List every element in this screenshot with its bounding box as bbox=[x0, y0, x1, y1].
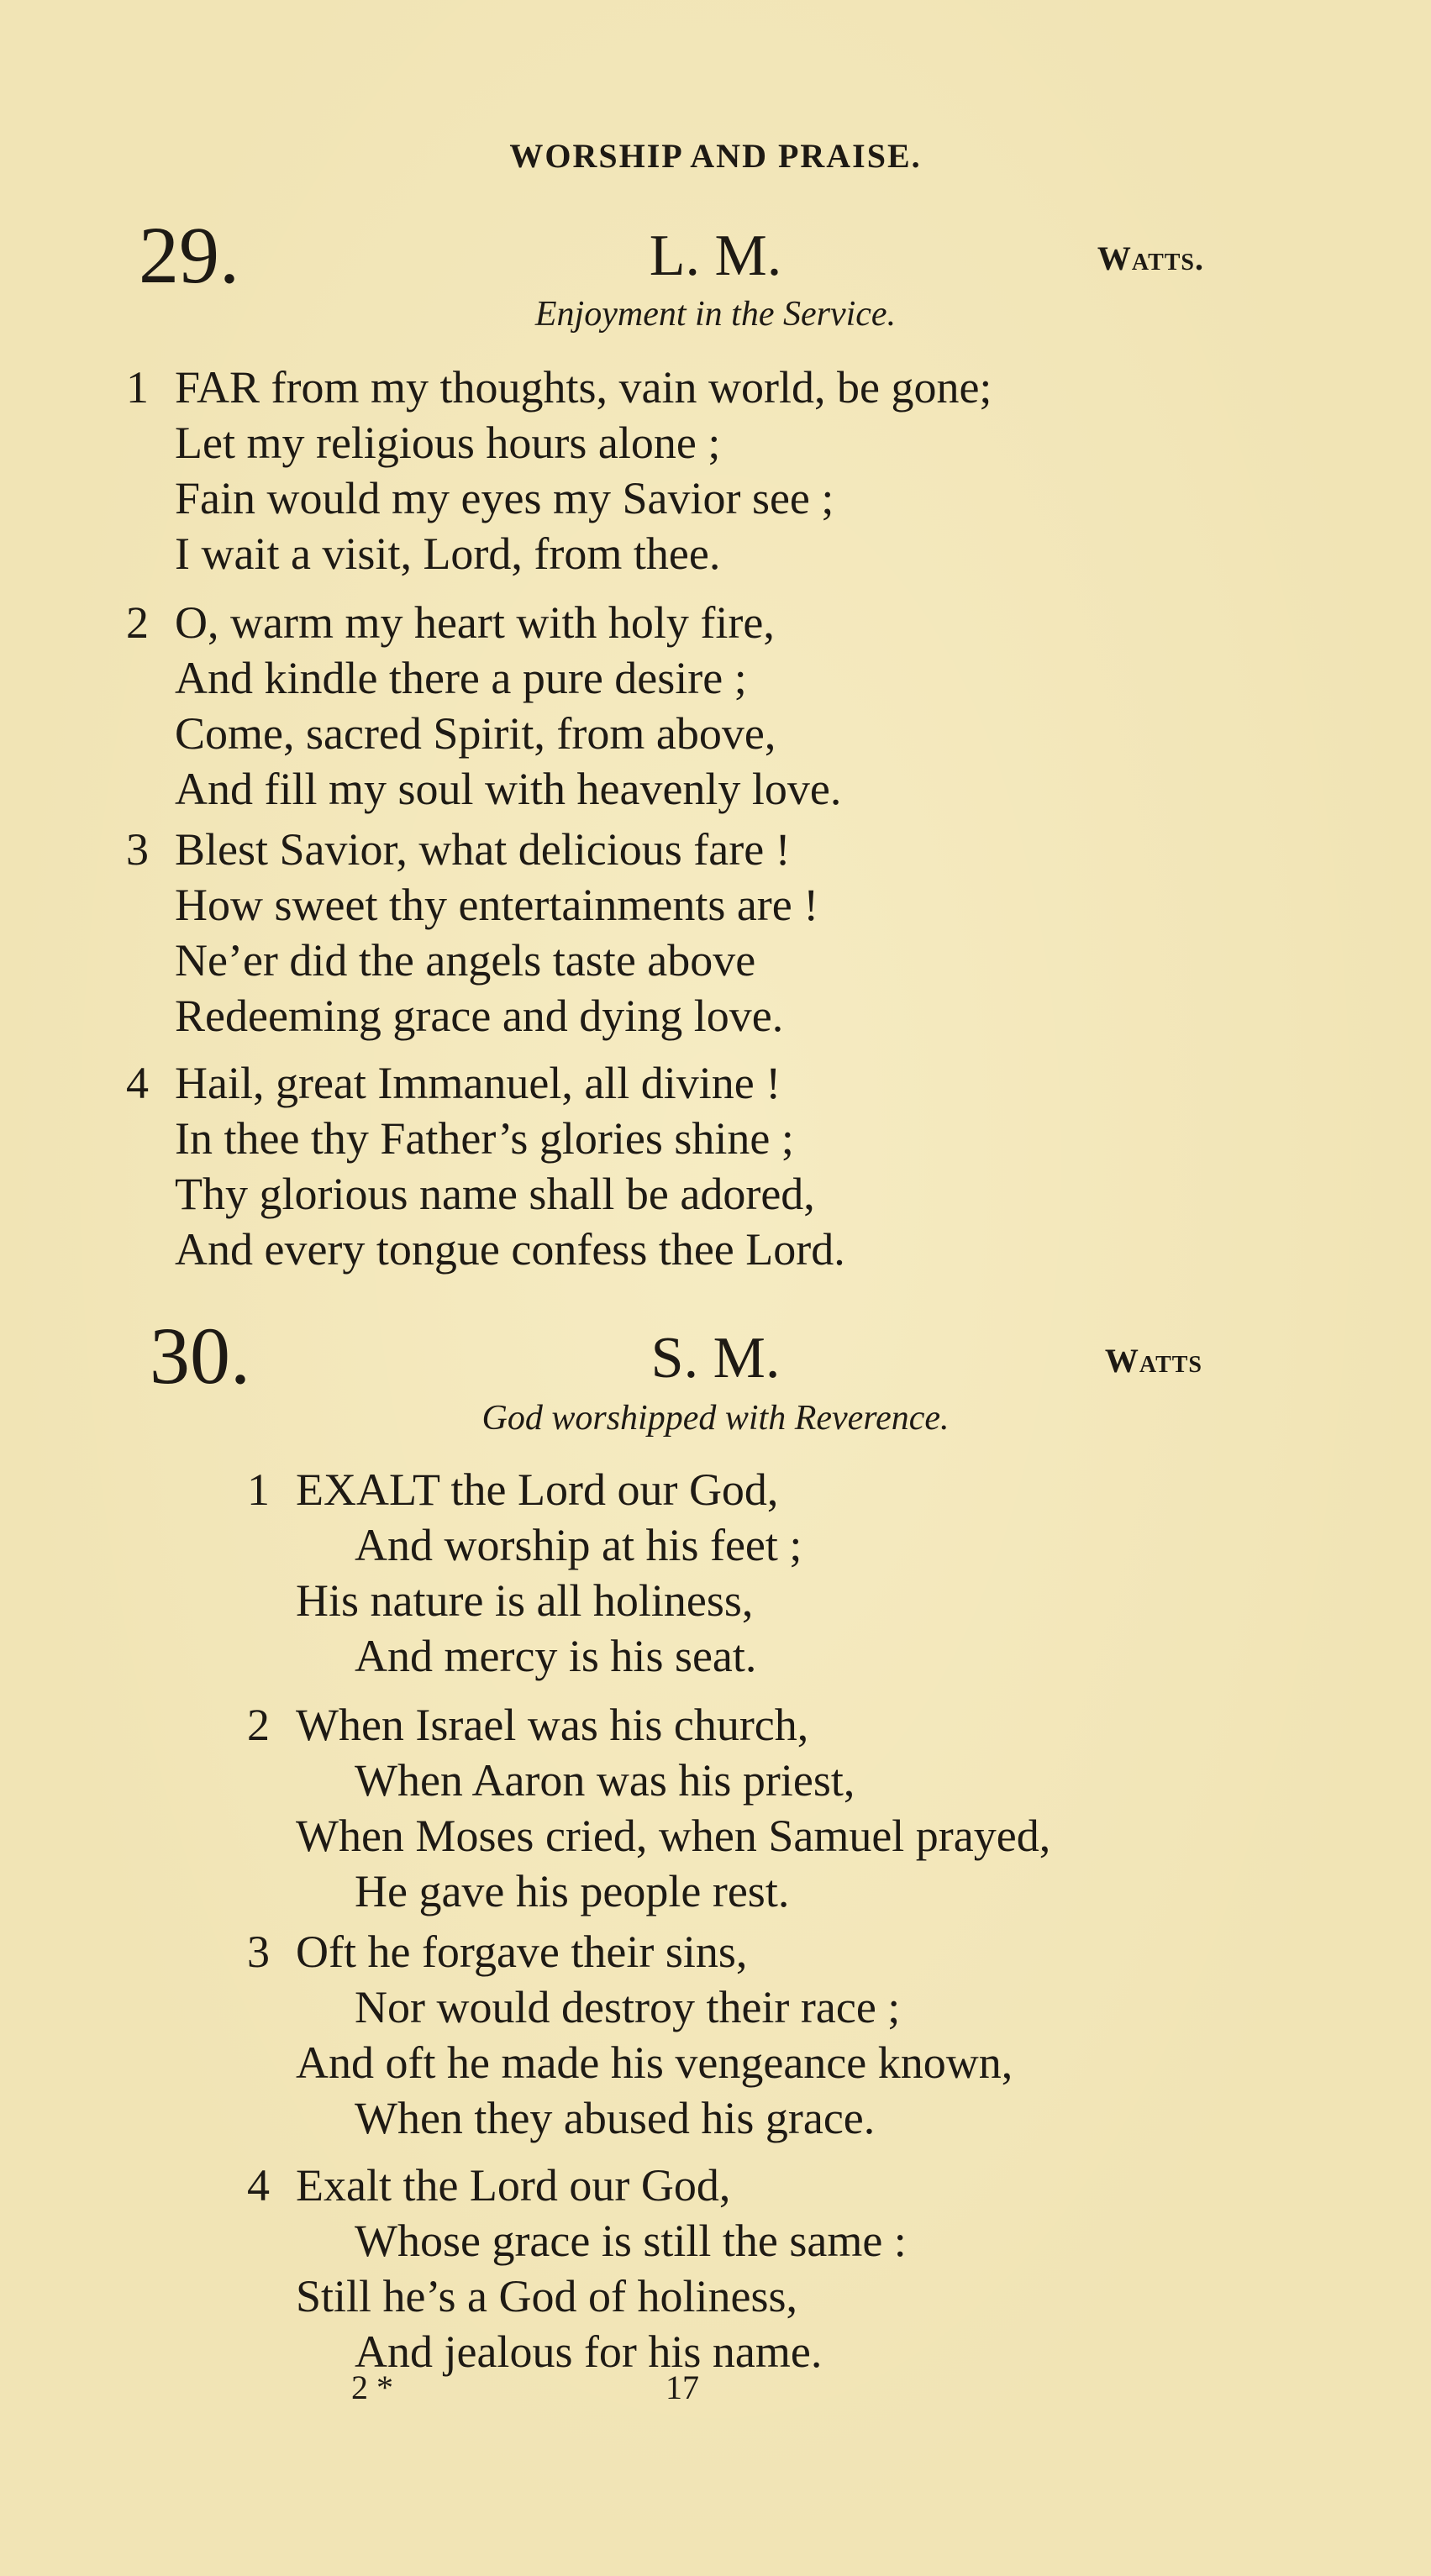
verse-line: EXALT the Lord our God, bbox=[296, 1464, 779, 1515]
verse-line: And oft he made his vengeance known, bbox=[296, 2037, 1013, 2088]
verse-line: When they abused his grace. bbox=[355, 2093, 876, 2143]
verse-line: And jealous for his name. bbox=[355, 2326, 823, 2377]
stanza-number: 1 bbox=[126, 362, 149, 413]
verse-line: In thee thy Father’s glories shine ; bbox=[175, 1113, 794, 1164]
stanza-number: 4 bbox=[247, 2160, 270, 2211]
hymn-subtitle: Enjoyment in the Service. bbox=[534, 295, 897, 334]
verse-line: Oft he forgave their sins, bbox=[296, 1927, 748, 1977]
verse-line: How sweet thy entertainments are ! bbox=[175, 880, 819, 930]
verse-line: His nature is all holiness, bbox=[296, 1575, 754, 1626]
hymn-30-header bbox=[0, 1311, 1431, 1403]
stanza-30-3 bbox=[247, 1924, 1013, 2146]
stanza-29-1 bbox=[126, 360, 992, 581]
verse-line: Come, sacred Spirit, from above, bbox=[175, 708, 776, 759]
verse-line: When Moses cried, when Samuel prayed, bbox=[296, 1811, 1051, 1861]
verse-line: And mercy is his seat. bbox=[355, 1631, 757, 1681]
verse-line: Whose grace is still the same : bbox=[355, 2216, 907, 2266]
verse-line: Redeeming grace and dying love. bbox=[175, 991, 784, 1041]
stanza-30-2 bbox=[247, 1697, 1051, 1919]
hymn-author: Watts. bbox=[1097, 239, 1204, 277]
verse-line: Thy glorious name shall be adored, bbox=[175, 1169, 815, 1219]
stanza-number: 1 bbox=[247, 1464, 270, 1515]
verse-line: Exalt the Lord our God, bbox=[296, 2160, 731, 2211]
signature-mark: 2 * bbox=[351, 2368, 393, 2406]
hymn-subtitle: God worshipped with Reverence. bbox=[481, 1399, 950, 1438]
verse-line: When Israel was his church, bbox=[296, 1700, 809, 1750]
verse-line: And kindle there a pure desire ; bbox=[175, 653, 747, 703]
verse-line: Nor would destroy their race ; bbox=[355, 1982, 901, 2032]
verse-line: Hail, great Immanuel, all divine ! bbox=[175, 1058, 781, 1108]
stanza-number: 2 bbox=[126, 597, 149, 648]
stanza-number: 3 bbox=[247, 1927, 270, 1977]
stanza-number: 2 bbox=[247, 1700, 270, 1750]
stanza-29-4 bbox=[126, 1055, 845, 1277]
verse-line: And worship at his feet ; bbox=[355, 1520, 802, 1570]
verse-line: Blest Savior, what delicious fare ! bbox=[175, 824, 791, 875]
stanza-29-2 bbox=[126, 595, 842, 817]
stanza-number: 3 bbox=[126, 824, 149, 875]
verse-line: O, warm my heart with holy fire, bbox=[175, 597, 775, 648]
verse-line: And every tongue confess thee Lord. bbox=[175, 1224, 845, 1275]
verse-line: Fain would my eyes my Savior see ; bbox=[175, 473, 834, 523]
verse-line: I wait a visit, Lord, from thee. bbox=[175, 528, 721, 579]
running-head: WORSHIP AND PRAISE. bbox=[509, 137, 922, 175]
stanza-number: 4 bbox=[126, 1058, 149, 1108]
verse-line: FAR from my thoughts, vain world, be gone; bbox=[175, 362, 992, 413]
stanza-29-3 bbox=[126, 822, 819, 1044]
hymn-number: 29. bbox=[139, 210, 239, 300]
verse-line: When Aaron was his priest, bbox=[355, 1755, 855, 1806]
verse-line: And fill my soul with heavenly love. bbox=[175, 764, 842, 814]
hymn-meter: S. M. bbox=[650, 1326, 781, 1391]
verse-line: Let my religious hours alone ; bbox=[175, 418, 721, 468]
hymn-number: 30. bbox=[150, 1311, 250, 1401]
stanza-30-4 bbox=[247, 2158, 907, 2379]
verse-line: Ne’er did the angels taste above bbox=[175, 935, 756, 986]
hymn-29-header bbox=[0, 208, 1431, 301]
verse-line: Still he’s a God of holiness, bbox=[296, 2271, 797, 2321]
page-number: 17 bbox=[666, 2368, 699, 2406]
stanza-30-1 bbox=[247, 1462, 802, 1684]
hymn-meter: L. M. bbox=[649, 223, 782, 288]
hymn-author: Watts bbox=[1104, 1342, 1202, 1380]
verse-line: He gave his people rest. bbox=[355, 1866, 790, 1916]
